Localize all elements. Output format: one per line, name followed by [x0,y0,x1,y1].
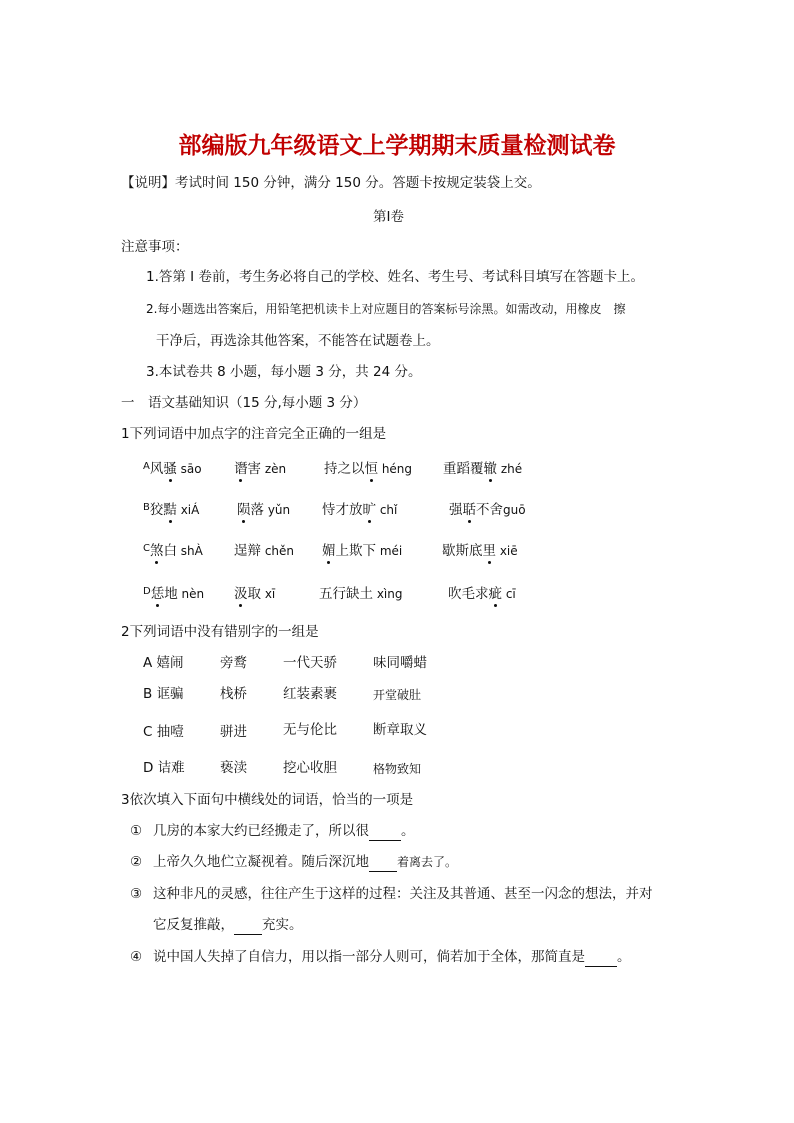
section-heading: 一 语文基础知识（15 分,每小题 3 分） [121,395,367,411]
page-title: 部编版九年级语文上学期期末质量检测试卷 [178,132,616,159]
question-2-stem: 2下列词语中没有错别字的一组是 [121,624,319,640]
notice-item-1: 1.答第 I 卷前，考生务必将自己的学校、姓名、考生号、考试科目填写在答题卡上。 [146,269,644,285]
question-3-stem: 3依次填入下面句中横线处的词语，恰当的一项是 [121,792,414,808]
question-1-stem: 1下列词语中加点字的注音完全正确的一组是 [121,426,387,442]
notice-heading: 注意事项： [121,239,189,255]
part-heading: 第Ⅰ卷 [373,209,404,225]
option-letter: A [143,461,150,472]
notice-item-2: 2.每小题选出答案后，用铅笔把机读卡上对应题目的答案标号涂黑。如需改动，用橡皮 擦 [146,302,626,316]
notice-item-3: 3.本试卷共 8 小题，每小题 3 分，共 24 分。 [146,364,422,380]
exam-note: 【说明】考试时间 150 分钟，满分 150 分。答题卡按规定装袋上交。 [121,175,541,191]
notice-item-2-cont: 干净后，再选涂其他答案，不能答在试题卷上。 [156,333,440,349]
